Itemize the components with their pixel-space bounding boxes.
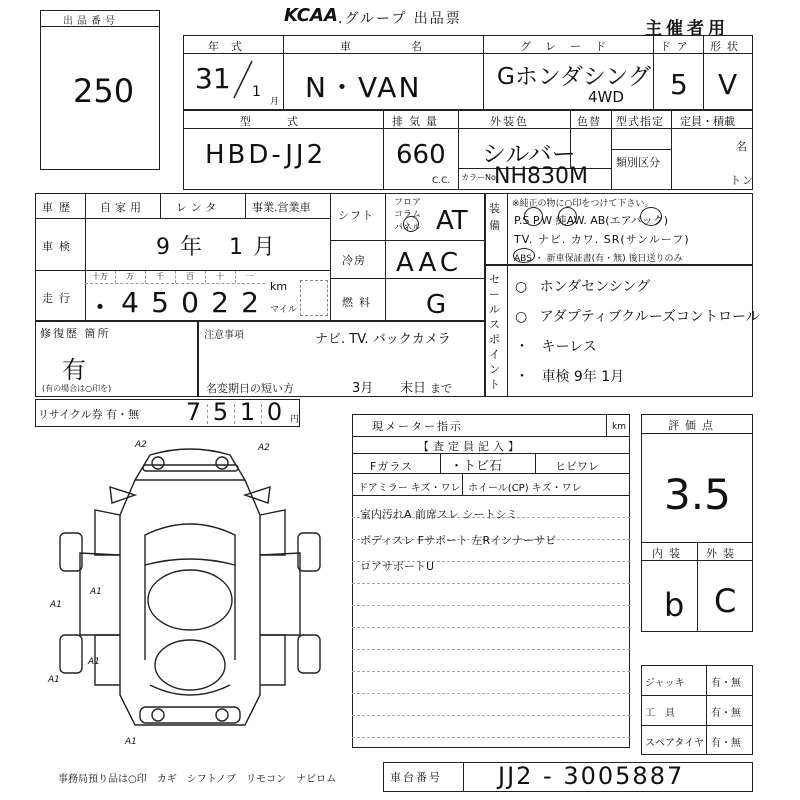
accessories-list [641,665,753,755]
sales-point-item: ○ ホンダセンシング [515,279,651,295]
mileage-digit-label: 十万 [92,272,108,281]
name-change-until: まで [430,382,452,395]
mileage-digits [85,284,265,324]
panel-circle [403,216,419,232]
chassis-number: JJ2 - 3005887 [498,762,685,790]
displacement-value: 660 [396,140,446,170]
year-value: 31 [195,62,231,95]
sheet-title: .グループ 出品票 [338,11,462,27]
mirror-label: ドアミラー キズ・ワレ [358,483,461,494]
capacity-label: 定員・積載 [680,115,735,128]
color-name-value: シルバー [482,140,576,168]
mileage-label: 走行 [42,292,76,305]
color-no-label: カラーNo. [461,173,499,182]
repair-value: 有 [62,356,86,384]
shift-value: AT [436,206,468,236]
mile-label: マイル [270,305,297,315]
model-value: HBD-JJ2 [205,140,327,170]
km-label: km [270,280,288,293]
damage-marks [40,435,340,765]
mileage-digit-label: 百 [186,272,194,281]
class-label: 類別区分 [616,156,660,169]
recycle-label: リサイクル券 有・無 [38,408,139,421]
rental-label: レンタ [176,201,221,214]
mile-checkbox[interactable] [300,280,328,316]
recycle-digit: 5 [212,398,229,426]
exterior-label: 外装 [706,547,740,560]
name-change-month: 3月 [352,381,374,396]
accessory-value: 有・無 [711,708,741,719]
shape-value: V [718,68,738,101]
recycle-yen: 円 [290,415,300,425]
exterior-color-label: 外装色 [490,115,529,128]
inspector-notes [356,500,626,600]
damage-mark: A2 [258,443,270,453]
notes-label: 注意事項 [204,330,244,341]
mileage-digit-label: 一 [246,272,254,281]
wheel-label: ホイール(CP) キズ・ワレ [468,483,582,494]
glass-label: Fガラス [370,460,413,473]
mileage-digit: 5 [151,286,169,319]
mileage-digit: 2 [211,286,229,319]
lot-number-label: 出品番号 [63,16,119,27]
ps-circle [524,207,543,226]
mileage-digit-labels [85,271,265,283]
inspector-note-line: 室内汚れA 前席スレ シートシミ [360,508,518,521]
sales-point-item: ・ 車検 9年 1月 [515,369,625,385]
repair-label: 修復歴 箇所 [40,327,111,340]
doors-value: 5 [670,68,688,101]
mileage-digit-label: 万 [126,272,134,281]
recycle-digits [180,400,290,427]
equipment-line2: TV. ナビ. カワ. SR(サンルーフ) [514,233,690,246]
panel-label: パネル [394,223,422,233]
tons-unit: トン [730,174,754,187]
equipment-label: 装備 [489,202,500,232]
fuel-label: 燃料 [342,296,376,309]
organizer-label: 主催者用 [645,19,729,39]
business-label: 事業.営業車 [252,201,311,214]
car-name-value: N・VAN [305,71,422,104]
year-label: 年式 [208,40,254,53]
model-label: 型式 [240,115,334,128]
chassis-label: 車台番号 [390,771,442,784]
interior-label: 内装 [652,547,686,560]
inspector-note-line: ロアサポートU [360,560,435,573]
sales-point-text: 車検 9年 1月 [541,369,625,385]
damage-mark: A1 [50,600,62,610]
accessory-label: 工 具 [645,708,675,719]
accessory-value: 有・無 [711,678,741,689]
shape-label: 形状 [710,40,744,53]
color-no-value: NH830M [494,164,588,189]
mileage-digit: 2 [241,286,259,319]
grade-drive: 4WD [588,88,624,106]
glass-crack: ヒビワレ [555,460,599,473]
grade-label: グレード [520,40,620,53]
mileage-digit: 0 [181,286,199,319]
history-label: 車歴 [42,201,76,214]
month-value: 1 [252,84,261,100]
meter-label: 現メーター指示 [372,420,463,433]
evaluation-label: 評価点 [668,419,719,432]
name-change-label: 名変期日の短い方 [206,382,294,395]
glass-options: ・トビ石 [450,459,503,474]
sales-points-list [515,270,760,395]
damage-mark: A1 [125,737,137,747]
cc-unit: C.C. [432,176,451,186]
grade-value: Gホンダシング [497,64,651,90]
car-name-label: 車名 [340,40,482,53]
accessory-value: 有・無 [711,738,741,749]
inspection-value: 9年 1月 [156,235,285,260]
ab-circle [640,207,662,226]
inspector-note-line: ボディスレ Fサポート 左Rインナーサビ [360,534,557,547]
meter-km: km [612,422,626,432]
lot-number: 250 [73,72,135,110]
name-change-day: 末日 [400,381,427,396]
mileage-digit: 4 [121,286,139,319]
persons-unit: 名 [736,140,748,153]
sales-points-label: セールスポイント [489,273,500,391]
mileage-digit: ・ [85,291,114,324]
private-label: 自家用 [100,201,145,214]
abs-circle [513,248,535,263]
repair-note: (有の場合は○印を) [42,384,112,393]
ac-value: AAC [396,248,462,278]
pw-circle [558,207,577,226]
equipment-line3: ABS ・ 新車保証書(有・無) 後日送りのみ [514,254,683,264]
evaluation-score: 3.5 [664,470,731,519]
mileage-digit-label: 千 [156,272,164,281]
ac-label: 冷房 [342,254,366,267]
damage-mark: A1 [48,675,60,685]
brand-logo: KCAA [284,5,338,26]
recycle-digit: 0 [266,398,283,426]
recycle-digit: 7 [185,398,202,426]
inspector-title: 【査定員記入】 [418,440,523,453]
accessory-label: スペアタイヤ [645,738,705,749]
sales-point-text: キーレス [541,339,597,355]
damage-mark: A1 [90,587,102,597]
office-note: 事務局預り品は○印 カギ シフトノブ リモコン ナビロム [58,774,337,785]
displacement-label: 排気量 [392,115,443,128]
exterior-grade: C [714,582,737,620]
recycle-digit: 1 [239,398,256,426]
shift-label: シフト [338,209,374,222]
model-designation-label: 型式指定 [616,115,664,128]
repaint-label: 色替 [577,115,601,128]
sales-point-item: ・ キーレス [515,339,597,355]
month-unit: 月 [270,97,280,107]
damage-mark: A2 [135,440,147,450]
floor-label: フロア [394,198,422,208]
notes-value: ナビ. TV. バックカメラ [315,332,451,347]
mileage-digit-label: 十 [216,272,224,281]
equipment-note: ※純正の物に○印をつけて下さい。 [512,199,654,209]
equipment-line1: P.S P.W 純AW. AB(エアバック) [514,214,668,227]
door-label: ドア [660,40,694,53]
sales-point-text: アダプティブクルーズコントロール [539,309,760,325]
damage-mark: A1 [88,657,100,667]
inspection-label: 車検 [42,240,76,253]
interior-grade: b [664,586,685,624]
accessory-label: ジャッキ [645,678,685,689]
sales-point-text: ホンダセンシング [539,279,651,295]
fuel-value: G [426,290,447,320]
column-label: コラム [394,210,421,220]
sales-point-item: ○ アダプティブクルーズコントロール [515,309,760,325]
